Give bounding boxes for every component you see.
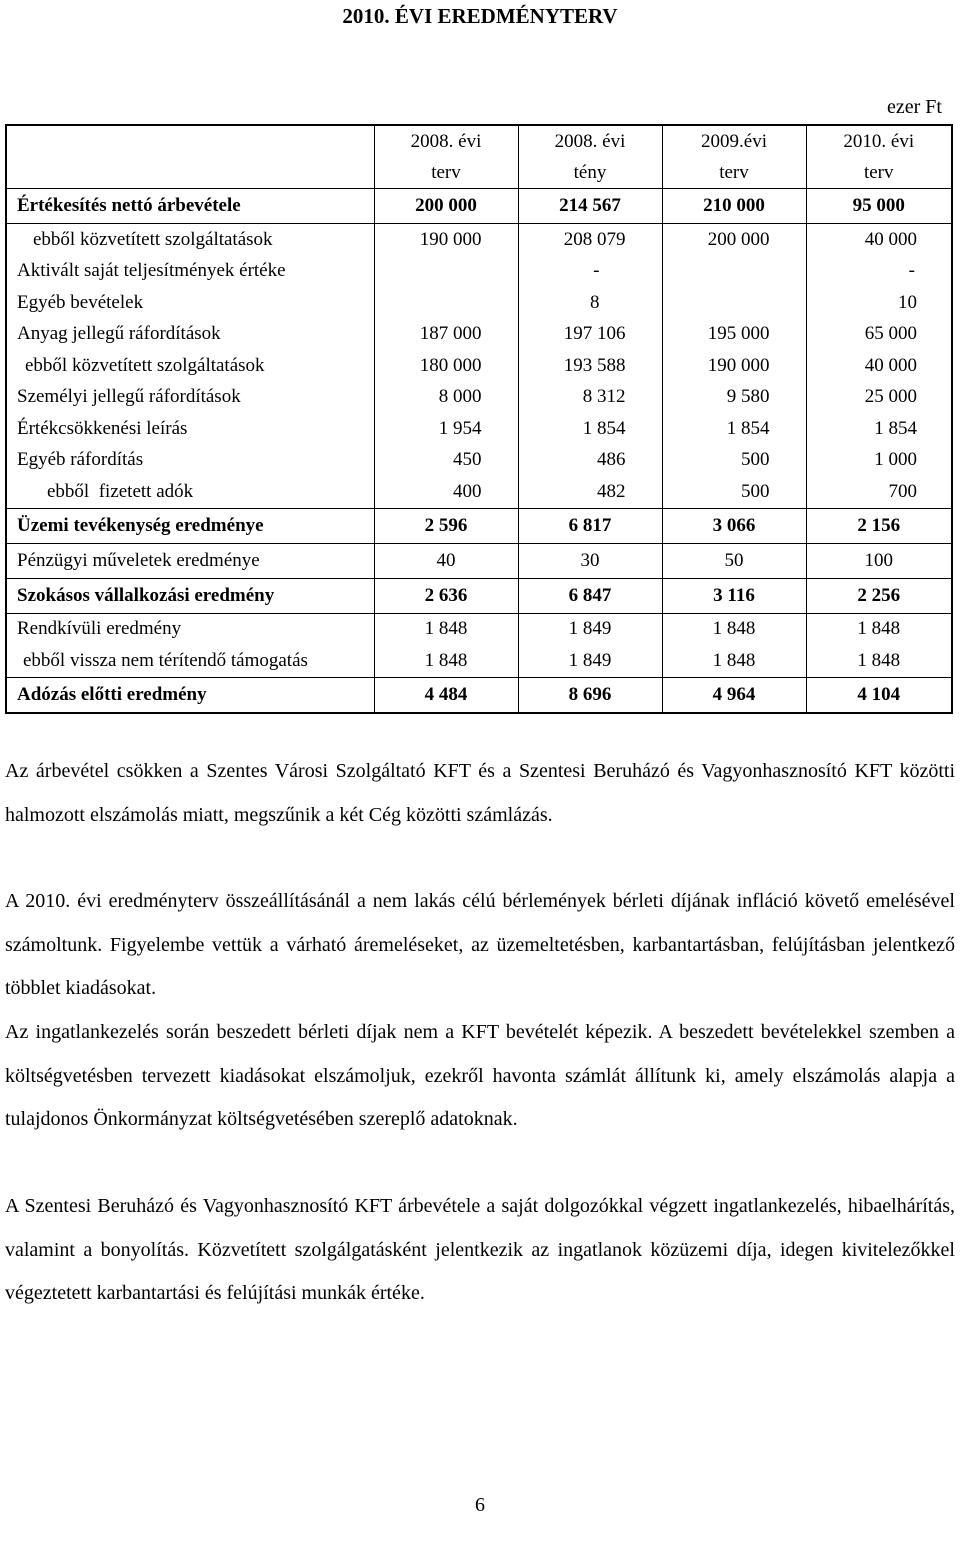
row-value xyxy=(662,256,806,288)
paragraph-plan-basis: A 2010. évi eredményterv összeállításánál a nem lakás célú bérlemények bérleti díjának infláció követő emelésével számoltunk. Figyelembe vettük a várható áremeléseket, az üzemeltetésben, karbantartásban, felújításban jelentkező többlet kiadásokat. xyxy=(5,890,955,999)
table-row xyxy=(6,413,952,445)
row-label: Értékcsökkenési leírás xyxy=(6,413,374,445)
row-value: 482 xyxy=(518,476,662,508)
row-value: - xyxy=(518,256,662,288)
row-value: 193 588 xyxy=(518,350,662,382)
row-value: 1 854 xyxy=(518,413,662,445)
unit-label: ezer Ft xyxy=(887,96,942,118)
table-header-row-1 xyxy=(6,125,952,157)
table-row xyxy=(6,319,952,351)
row-value: 25 000 xyxy=(864,386,917,408)
row-value: 6 847 xyxy=(518,578,662,613)
table-row xyxy=(6,645,952,677)
row-value: 1 000 xyxy=(874,449,917,471)
row-label: Szokásos vállalkozási eredmény xyxy=(6,578,374,613)
table-row xyxy=(6,476,952,508)
row-value: 6 817 xyxy=(518,508,662,543)
row-value: 190 000 xyxy=(662,350,806,382)
row-label: Adózás előtti eredmény xyxy=(6,677,374,713)
row-value: 4 484 xyxy=(374,677,518,713)
table-row xyxy=(6,382,952,414)
row-label: Pénzügyi műveletek eredménye xyxy=(6,543,374,578)
table-header-row-2 xyxy=(6,157,952,189)
header-empty-cell xyxy=(6,157,374,189)
table-row xyxy=(6,350,952,382)
header-col-3-sub: terv xyxy=(662,157,806,189)
row-label: Személyi jellegű ráfordítások xyxy=(6,382,374,414)
table-row xyxy=(6,613,952,645)
header-col-2: 2008. évi xyxy=(518,125,662,157)
row-value: 1 849 xyxy=(518,645,662,677)
header-col-4: 2010. évi xyxy=(843,130,915,152)
row-label: ebből fizetett adók xyxy=(6,476,374,508)
row-label: Anyag jellegű ráfordítások xyxy=(6,319,374,351)
row-label: Egyéb bevételek xyxy=(6,287,374,319)
row-value: 9 580 xyxy=(662,382,806,414)
row-value: 8 696 xyxy=(518,677,662,713)
row-value: 450 xyxy=(374,445,518,477)
row-value: 208 079 xyxy=(518,224,662,256)
row-value: 1 954 xyxy=(374,413,518,445)
row-value: 214 567 xyxy=(518,189,662,224)
row-value: 2 596 xyxy=(374,508,518,543)
page-title: 2010. ÉVI EREDMÉNYTERV xyxy=(342,4,618,28)
row-value: 30 xyxy=(518,543,662,578)
row-value: 1 848 xyxy=(374,613,518,645)
row-value: 210 000 xyxy=(662,189,806,224)
row-label: Aktivált saját teljesítmények értéke xyxy=(6,256,374,288)
row-value: 486 xyxy=(518,445,662,477)
row-value: 1 854 xyxy=(662,413,806,445)
row-value: 180 000 xyxy=(374,350,518,382)
paragraph-revenue-decrease: Az árbevétel csökken a Szentes Városi Szolgáltató KFT és a Szentesi Beruházó és Vagyonhasznosító KFT közötti halmozott elszámolás miatt, megszűnik a két Cég közötti számlázás. xyxy=(5,760,955,826)
income-plan-table xyxy=(5,124,953,714)
row-value: 10 xyxy=(898,291,917,313)
header-col-2-sub: tény xyxy=(518,157,662,189)
table-row xyxy=(6,543,952,578)
row-value: 8 312 xyxy=(518,382,662,414)
row-value: 8 000 xyxy=(374,382,518,414)
row-value: 1 848 xyxy=(662,645,806,677)
table-row xyxy=(6,287,952,319)
row-value: 1 849 xyxy=(518,613,662,645)
table-row xyxy=(6,508,952,543)
page-number: 6 xyxy=(475,1494,485,1516)
row-value: 500 xyxy=(662,445,806,477)
table-row xyxy=(6,578,952,613)
table-row xyxy=(6,445,952,477)
row-value xyxy=(374,287,518,319)
header-col-1: 2008. évi xyxy=(374,125,518,157)
paragraph-property-management: Az ingatlankezelés során beszedett bérleti díjak nem a KFT bevételét képezik. A beszedett bevételekkel szemben a költségvetésben tervezett kiadásokat elszámoljuk, ezekről havonta számlát állítunk ki, amely elszámolás alapja a tulajdonos Önkormányzat költségvetésében szereplő adatoknak. xyxy=(5,1021,955,1130)
row-value: 3 066 xyxy=(662,508,806,543)
row-label: ebből közvetített szolgáltatások xyxy=(6,224,374,256)
row-value: 2 256 xyxy=(806,578,952,613)
row-label: Egyéb ráfordítás xyxy=(6,445,374,477)
row-value: 1 848 xyxy=(857,649,901,671)
table-row xyxy=(6,256,952,288)
row-value: 1 848 xyxy=(857,618,901,640)
header-col-4-sub: terv xyxy=(863,161,894,183)
row-value: 700 xyxy=(888,480,917,502)
header-col-1-sub: terv xyxy=(374,157,518,189)
row-value: - xyxy=(908,260,915,282)
row-value: 1 848 xyxy=(374,645,518,677)
row-value: 40 000 xyxy=(864,354,917,376)
table-row xyxy=(6,189,952,224)
row-value xyxy=(662,287,806,319)
header-empty-cell xyxy=(6,125,374,157)
row-value: 4 104 xyxy=(806,677,952,713)
row-value: 1 848 xyxy=(662,613,806,645)
row-value: 100 xyxy=(806,543,952,578)
row-value: 200 000 xyxy=(374,189,518,224)
row-value: 187 000 xyxy=(374,319,518,351)
row-value xyxy=(374,256,518,288)
paragraph-kft-revenue: A Szentesi Beruházó és Vagyonhasznosító KFT árbevétele a saját dolgozókkal végzett ingatlankezelés, hibaelhárítás, valamint a bonyolítás. Közvetített szolgálgatásként jelentkezik az ingatlanok közüzemi díja, idegen kivitelezőkkel végeztetett karbantartási és felújítási munkák értéke. xyxy=(5,1195,955,1304)
row-value: 195 000 xyxy=(662,319,806,351)
table-row xyxy=(6,224,952,256)
row-value: 40 000 xyxy=(864,228,917,250)
row-value: 2 636 xyxy=(374,578,518,613)
row-value: 1 854 xyxy=(874,417,917,439)
row-label: Értékesítés nettó árbevétele xyxy=(6,189,374,224)
row-label: ebből vissza nem térítendő támogatás xyxy=(6,645,374,677)
row-label: Rendkívüli eredmény xyxy=(6,613,374,645)
header-col-3: 2009.évi xyxy=(662,125,806,157)
row-value: 95 000 xyxy=(806,189,952,224)
row-label: ebből közvetített szolgáltatások xyxy=(6,350,374,382)
row-value: 3 116 xyxy=(662,578,806,613)
row-value: 190 000 xyxy=(374,224,518,256)
row-value: 4 964 xyxy=(662,677,806,713)
table-row xyxy=(6,677,952,713)
row-value: 500 xyxy=(662,476,806,508)
row-value: 8 xyxy=(518,287,662,319)
row-value: 40 xyxy=(374,543,518,578)
row-value: 200 000 xyxy=(662,224,806,256)
row-label: Üzemi tevékenység eredménye xyxy=(6,508,374,543)
row-value: 400 xyxy=(374,476,518,508)
row-value: 50 xyxy=(662,543,806,578)
row-value: 65 000 xyxy=(864,323,917,345)
row-value: 197 106 xyxy=(518,319,662,351)
row-value: 2 156 xyxy=(806,508,952,543)
